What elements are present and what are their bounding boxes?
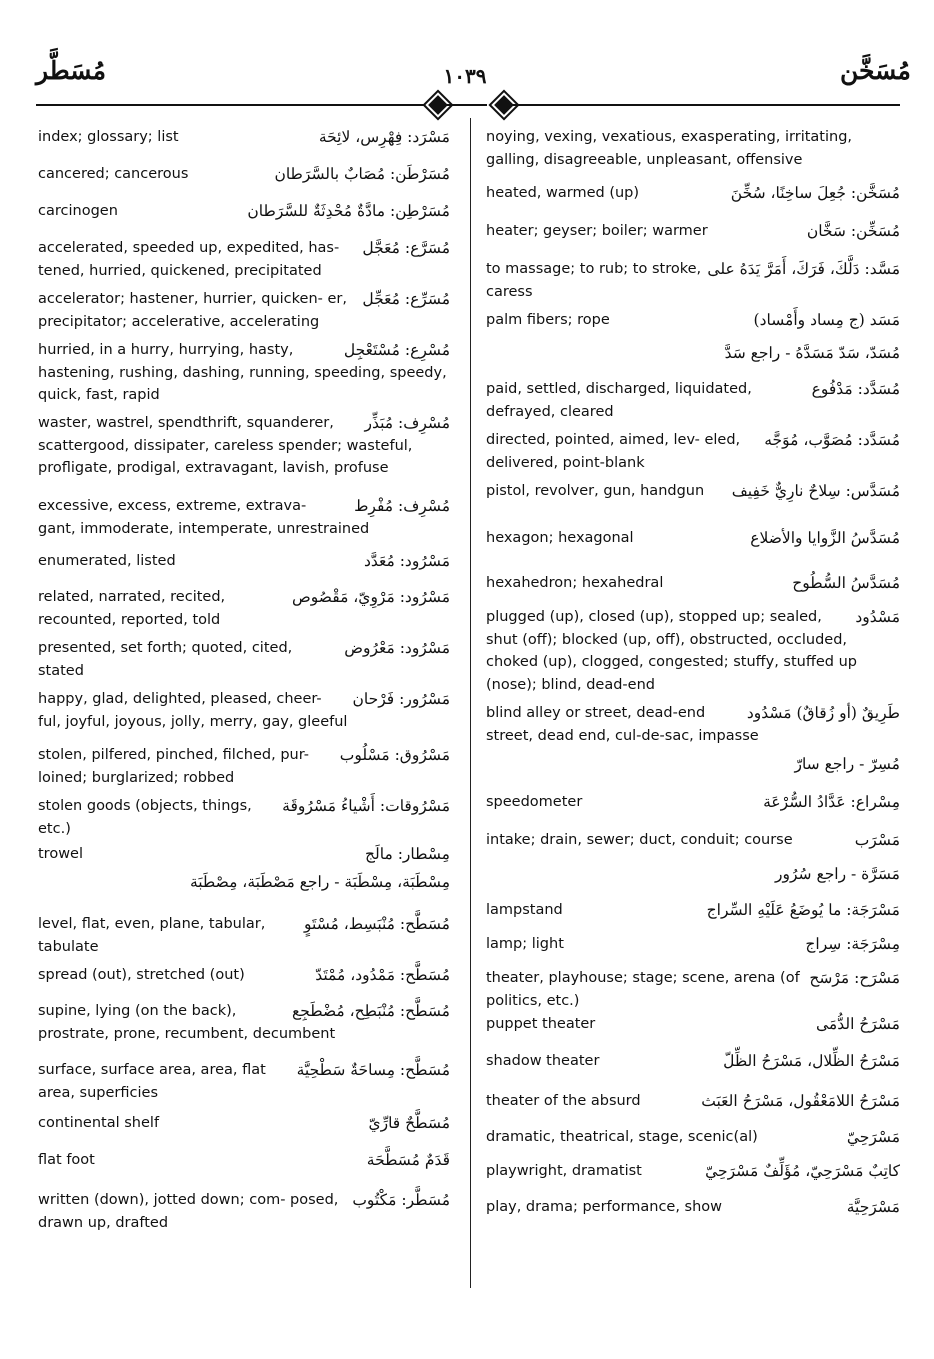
dictionary-entry (486, 1013, 900, 1050)
english-definition: playwright, dramatist (486, 1163, 642, 1179)
english-definition: happy, glad, delighted, pleased, cheer- ful, joyful, joyous, jolly, merry, gay, gleeful (38, 691, 348, 730)
arabic-headword: مُسَرَّع: مُعَجَّل (362, 239, 450, 257)
english-definition: presented, set forth; quoted, cited, stated (38, 640, 293, 679)
dictionary-entry (486, 791, 900, 829)
arabic-headword: مُسَدَّد: مُصَوَّب، مُوَجَّه (764, 431, 900, 449)
dictionary-entry (38, 586, 450, 637)
english-definition: dramatic, theatrical, stage, scenic(al) (486, 1129, 758, 1145)
dictionary-entry (486, 829, 900, 863)
english-definition: hexahedron; hexahedral (486, 575, 664, 591)
arabic-headword: مُسِرّ - راجع سارّ (794, 755, 900, 773)
arabic-headword: مَسْرُود: مُعَدَّد (363, 552, 450, 570)
english-definition: flat foot (38, 1152, 95, 1168)
dictionary-entry (38, 637, 450, 688)
dictionary-entry (38, 871, 450, 913)
english-definition: paid, settled, discharged, liquidated, defrayed, cleared (486, 381, 752, 420)
english-definition: supine, lying (on the back), prostrate, prone, recumbent, decumbent (38, 1003, 336, 1042)
arabic-headword: مَسْرُوق: مَسْلُوب (339, 746, 450, 764)
dictionary-entry (38, 126, 450, 163)
dictionary-entry (38, 163, 450, 200)
english-definition: speedometer (486, 794, 583, 810)
dictionary-entry (486, 572, 900, 606)
arabic-headword: مَسَّد: دَلَّكَ، فَرَكَ، أَمَرَّ يَدَهُ على (707, 260, 900, 278)
english-definition: continental shelf (38, 1115, 160, 1131)
arabic-headword: طَرِيقٌ (أو زُقاقٌ) مَسْدُود (746, 704, 900, 722)
dictionary-entry (38, 495, 450, 550)
dictionary-entry (38, 412, 450, 495)
english-definition: to massage; to rub; to stroke, caress (486, 261, 702, 300)
dictionary-entry (486, 126, 900, 182)
arabic-headword: مِسْطار: مالَج (365, 845, 450, 863)
dictionary-entry (38, 1112, 450, 1149)
arabic-headword: مَسْرَحُ الظِّلال، مَسْرَحُ الظِّلّ (723, 1052, 900, 1070)
arabic-headword: مَسْرَحُ اللامَعْقُول، مَسْرَحُ العَبَث (701, 1092, 900, 1110)
header-rule-left (36, 104, 429, 106)
dictionary-entry (486, 527, 900, 572)
arabic-headword: مَسْرَحِيّ (846, 1128, 900, 1146)
english-definition: waster, wastrel, spendthrift, squanderer, scattergood, dissipater, careless spender; wasteful, profligate, prodigal, extravagant, lavish, profuse (38, 415, 413, 477)
arabic-headword: مِسْطَبَة، مِسْطَبَة - راجع مَصْطَبَة، مِصْطَبَة (189, 873, 450, 891)
english-definition: lampstand (486, 902, 563, 918)
english-definition: trowel (38, 846, 84, 862)
english-definition: cancered; cancerous (38, 166, 189, 182)
english-definition: accelerated, speeded up, expedited, has- tened, hurried, quickened, precipitated (38, 240, 340, 279)
english-definition: surface, surface area, area, flat area, superficies (38, 1062, 266, 1101)
dictionary-entry (38, 1059, 450, 1112)
running-head-first-word: مُسَخَّن (840, 56, 911, 85)
english-definition: heated, warmed (up) (486, 185, 640, 201)
dictionary-entry (486, 1090, 900, 1126)
arabic-headword: مَسْرُود: مَرْوِيّ، مَقْصُوص (292, 588, 450, 606)
arabic-headword: مُسَرْطَن: مُصَابٌ بالسَّرَطان (274, 165, 450, 183)
arabic-headword: مَسْرُوقات: أَشْياءُ مَسْرُوقَة (282, 797, 450, 815)
dictionary-entry (38, 237, 450, 288)
dictionary-entry (38, 1000, 450, 1059)
dictionary-entry (486, 480, 900, 527)
dictionary-entry (486, 182, 900, 220)
dictionary-entry (486, 258, 900, 309)
arabic-headword: مُسَرِّع: مُعَجِّل (362, 290, 450, 308)
arabic-headword: مُسَدّ، سَدّ مَسَدَّهُ - راجع سَدَّ (724, 344, 900, 362)
arabic-headword: قَدَمٌ مُسَطَّحَة (366, 1151, 450, 1169)
english-definition: excessive, excess, extreme, extrava- gant, immoderate, intemperate, unrestrained (38, 498, 370, 537)
english-definition: related, narrated, recited, recounted, reported, told (38, 589, 226, 628)
english-definition: carcinogen (38, 203, 118, 219)
dictionary-entry (38, 550, 450, 586)
dictionary-entry (486, 378, 900, 429)
dictionary-entry (486, 863, 900, 899)
dictionary-entry (486, 220, 900, 258)
header-rule-right (513, 104, 900, 106)
english-definition: index; glossary; list (38, 129, 179, 145)
english-definition: accelerator; hastener, hurrier, quicken- er, precipitator; accelerative, accelerating (38, 291, 347, 330)
english-definition: play, drama; performance, show (486, 1199, 723, 1215)
dictionary-entry (38, 1149, 450, 1189)
dictionary-entry (486, 1126, 900, 1160)
english-definition: directed, pointed, aimed, lev- eled, delivered, point-blank (486, 432, 741, 471)
dictionary-entry (38, 339, 450, 412)
dictionary-entry (486, 309, 900, 342)
dictionary-entry (38, 843, 450, 871)
header-rule-middle (447, 104, 487, 106)
column-divider (470, 118, 471, 1288)
arabic-headword: مَسْرَحُ الدُّمَى (815, 1015, 900, 1033)
arabic-headword: مِسْراع: عَدَّادُ السُّرْعَة (763, 793, 900, 811)
arabic-headword: مُسَدَّس: سِلاحٌ نارِيٌّ خَفِيف (731, 482, 900, 500)
arabic-headword: مَسْرَح: مَرْسَح (809, 969, 900, 987)
arabic-headword: مُسَطَّر: مَكْتُوب (352, 1191, 450, 1209)
english-definition: plugged (up), closed (up), stopped up; sealed, shut (off); blocked (up, off), obstructed, occluded, choked (up), clogged, congested; stuffy, stuffed up (nose); blind, dead-end (486, 609, 857, 693)
arabic-headword: مُسَخَّن: جُعِلَ ساخِنًا، سُخِّنَ (730, 184, 900, 202)
arabic-headword: مِسْرَجَة: سِراج (805, 935, 900, 953)
english-definition: theater of the absurd (486, 1093, 641, 1109)
dictionary-entry (38, 288, 450, 339)
arabic-headword: مُسَطَّح: مُنْبَطِح، مُضْطَجِع (291, 1002, 450, 1020)
dictionary-entry (486, 342, 900, 378)
english-definition: theater, playhouse; stage; scene, arena (of politics, etc.) (486, 970, 800, 1009)
english-definition: lamp; light (486, 936, 564, 952)
arabic-headword: مُسَطَّحٌ قارِّيّ (368, 1114, 450, 1132)
running-head-last-word: مُسَطَّر (36, 56, 106, 85)
dictionary-entry (486, 1196, 900, 1232)
arabic-headword: مُسَدَّسُ السُّطُوح (792, 574, 900, 592)
dictionary-entry (38, 1189, 450, 1240)
arabic-headword: مَسْرَحِيَّة (846, 1198, 900, 1216)
arabic-headword: مَسَرَّة - راجع سُرُور (775, 865, 900, 883)
dictionary-entry (486, 702, 900, 753)
english-definition: written (down), jotted down; com- posed, drawn up, drafted (38, 1192, 339, 1231)
arabic-headword: مُسَدَّد: مَدْفُوع (811, 380, 900, 398)
dictionary-entry (38, 744, 450, 795)
english-definition: hexagon; hexagonal (486, 530, 634, 546)
dictionary-entry (38, 913, 450, 964)
arabic-headword: كاتِبٌ مَسْرَحِيّ، مُؤَلِّفٌ مَسْرَحِيّ (705, 1162, 900, 1180)
arabic-headword: مُسَطَّح: مِساحَةٌ سَطْحِيَّة (296, 1061, 450, 1079)
dictionary-entry (486, 899, 900, 933)
dictionary-entry (486, 933, 900, 967)
right-column (486, 126, 900, 1232)
arabic-headword: مُسَرْطِن: مادَّةٌ مُحْدِثَةٌ للسَّرَطان (247, 202, 450, 220)
arabic-headword: مَسْرَجَة: ما يُوضَعُ عَلَيْهِ السِّراج (706, 901, 900, 919)
dictionary-entry (486, 606, 900, 702)
arabic-headword: مُسَدَّسُ الزَّوايا والأضلاع (750, 529, 900, 547)
arabic-headword: مُسَطَّح: مُنْبَسِط، مُسْتَوٍ (304, 915, 450, 933)
dictionary-entry (38, 200, 450, 237)
english-definition: heater; geyser; boiler; warmer (486, 223, 708, 239)
arabic-headword: مُسَخِّن: سَخَّان (806, 222, 900, 240)
english-definition: spread (out), stretched (out) (38, 967, 245, 983)
dictionary-entry (486, 1050, 900, 1090)
arabic-headword: مَسْدُود (855, 608, 900, 626)
english-definition: stolen goods (objects, things, etc.) (38, 798, 252, 837)
dictionary-entry (38, 795, 450, 843)
dictionary-entry (38, 688, 450, 744)
arabic-headword: مُسَطَّح: مَمْدُود، مُمْتَدّ (315, 966, 450, 984)
english-definition: pistol, revolver, gun, handgun (486, 483, 705, 499)
dictionary-entry (38, 964, 450, 1000)
left-column (38, 126, 450, 1240)
english-definition: shadow theater (486, 1053, 600, 1069)
arabic-headword: مَسْرَب (854, 831, 900, 849)
dictionary-entry (486, 429, 900, 480)
arabic-headword: مُسْرِف: مُفْرِط (354, 497, 450, 515)
english-definition: hurried, in a hurry, hurrying, hasty, hastening, rushing, dashing, running, speeding, speedy, quick, fast, rapid (38, 342, 447, 404)
english-definition: blind alley or street, dead-end street, dead end, cul-de-sac, impasse (486, 705, 759, 744)
english-definition: palm fibers; rope (486, 312, 610, 328)
arabic-headword: مُسْرِع: مُسْتَعْجِل (343, 341, 450, 359)
english-definition: puppet theater (486, 1016, 596, 1032)
english-definition: enumerated, listed (38, 553, 176, 569)
arabic-headword: مَسْرَد: فِهْرِس، لائِحَة (318, 128, 450, 146)
english-definition: noying, vexing, vexatious, exasperating, irritating, galling, disagreeable, unpleasant, offensive (486, 129, 853, 168)
dictionary-entry (486, 1160, 900, 1196)
english-definition: level, flat, even, plane, tabular, tabulate (38, 916, 266, 955)
arabic-headword: مُسْرِف: مُبَذِّر (364, 414, 450, 432)
english-definition: stolen, pilfered, pinched, filched, pur- loined; burglarized; robbed (38, 747, 309, 786)
arabic-headword: مَسْرُور: فَرْحان (352, 690, 450, 708)
dictionary-entry (486, 753, 900, 791)
english-definition: intake; drain, sewer; duct, conduit; course (486, 832, 793, 848)
dictionary-entry (486, 967, 900, 1013)
arabic-headword: مَسَد (ج مِساد وأَمْساد) (753, 311, 900, 329)
page-number: ١٠٣٩ (443, 64, 487, 88)
arabic-headword: مَسْرُود: مَعْرُوض (344, 639, 450, 657)
